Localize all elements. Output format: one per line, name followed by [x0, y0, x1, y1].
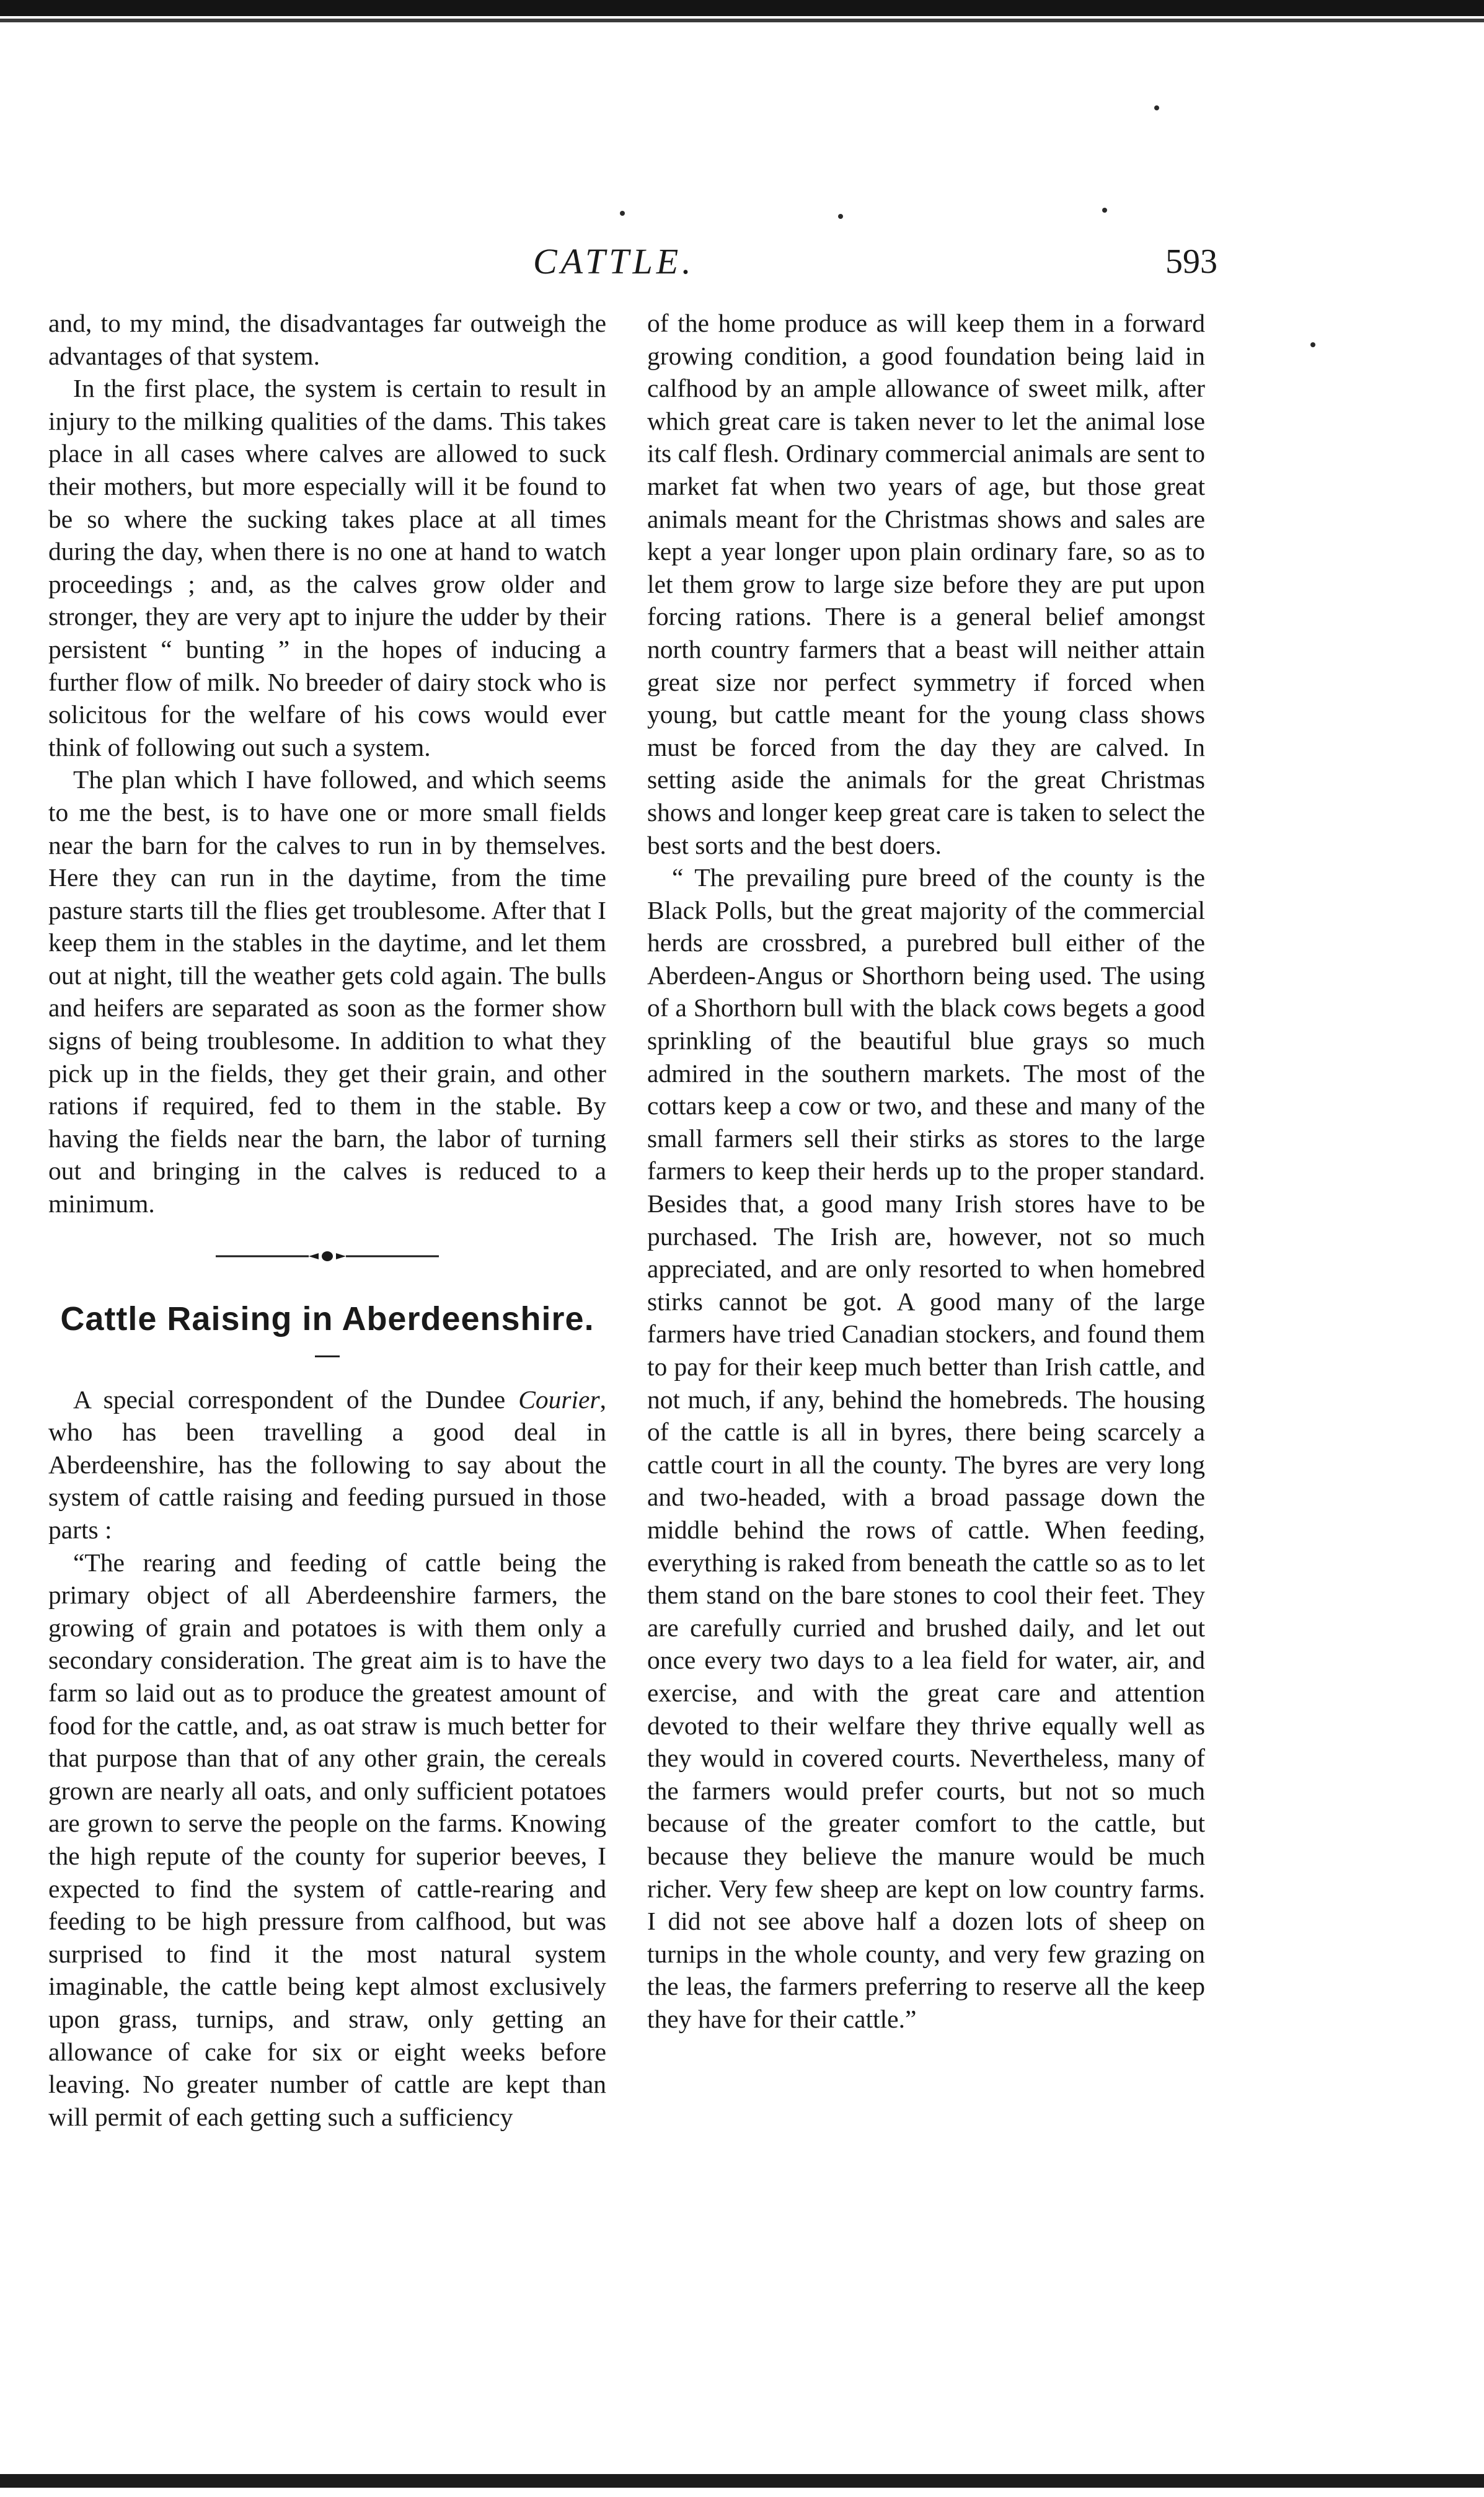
print-speck — [1102, 208, 1107, 213]
running-head — [0, 241, 1484, 290]
right-column — [647, 307, 1205, 2035]
heading-underline-rule — [315, 1355, 340, 1357]
print-speck — [1310, 342, 1315, 347]
print-speck — [838, 214, 843, 219]
bottom-border-rule — [0, 2474, 1484, 2488]
section-heading: Cattle Raising in Aberdeenshire. — [60, 1300, 594, 1337]
intro-text-continued: , who has been travelling a good deal in Aberdeenshire, has the following to say about the system of cattle raising and feeding pursued in those parts : — [48, 1385, 606, 1544]
intro-paragraph — [48, 1383, 606, 1546]
body-paragraph: and, to my mind, the disadvantages far outweigh the advantages of that system. — [48, 309, 606, 370]
left-column — [48, 307, 606, 2133]
page-number: 593 — [1165, 242, 1217, 281]
body-paragraph: The plan which I have followed, and which seems to me the best, is to have one or more small fields near the barn for the calves to run in by themselves. Here they can run in the daytime, from the time pasture starts till the flies get troublesome. After that I keep them in the stables in the daytime, and let them out at night, till the weather gets cold again. The bulls and heifers are separated as soon as the former show signs of being troublesome. In addition to what they pick up in the fields, they get their grain, and other rations if required, fed to them in the stable. By having the fields near the barn, the labor of turning out and bringing in the calves is reduced to a minimum. — [48, 765, 606, 1218]
body-paragraph: of the home produce as will keep them in a forward growing condition, a good foundation being laid in calfhood by an ample allowance of sweet milk, after which great care is taken never to let the animal lose its calf flesh. Ordinary commercial animals are sent to market fat when two years of age, but those great animals meant for the Christmas shows and sales are kept a year longer upon plain ordinary fare, so as to let them grow to large size before they are put upon forcing rations. There is a general belief amongst north country farmers that a beast will neither attain great size nor perfect symmetry if forced when young, but cattle meant for the young class shows must be forced from the day they are calved. In setting aside the animals for the great Christmas shows and longer keep great care is taken to select the best sorts and the best doers. — [647, 309, 1205, 859]
print-speck — [1154, 105, 1159, 110]
quote-paragraph: “ The prevailing pure breed of the county is the Black Polls, but the great majority of the commercial herds are crossbred, a purebred bull either of the Aberdeen-Angus or Shorthorn being used. The using of a Shorthorn bull with the black cows begets a good sprinkling of the beautiful blue grays so much admired in the southern markets. The most of the cottars keep a cow or two, and these and many of the small farmers sell their stirks as stores to the large farmers to keep their herds up to the proper standard. Besides that, a good many Irish stores have to be purchased. The Irish are, however, not so much appreciated, and are only resorted to when homebred stirks cannot be got. A good many of the large farmers have tried Canadian stockers, and found them to pay for their keep much better than Irish cattle, and not much, if any, behind the homebreds. The housing of the cattle is all in byres, there being scarcely a cattle court in all the county. The byres are very long and two-headed, with a broad passage down the middle behind the rows of cattle. When feeding, everything is raked from beneath the cattle so as to let them stand on the bare stones to cool their feet. They are carefully curried and brushed daily, and let out once every two days to a lea field for water, air, and exercise, and with the great care and attention devoted to their welfare they thrive equally well as they would in covered courts. Nevertheless, many of the farmers would prefer courts, but not so much because of the greater comfort to the cattle, but because they believe the manure would be much richer. Very few sheep are kept on low country farms. I did not see above half a dozen lots of sheep on turnips in the whole county, and very few grazing on the leas, the farmers preferring to reserve all the keep they have for their cattle.” — [647, 863, 1205, 2033]
quote-paragraph: “The rearing and feeding of cattle being the primary object of all Aberdeenshire farmers, the growing of grain and potatoes is with them only a secondary consideration. The great aim is to have the farm so laid out as to produce the greatest amount of food for the cattle, and, as oat straw is much better for that purpose than that of any other grain, the cereals grown are nearly all oats, and only sufficient potatoes are grown to serve the people on the farms. Knowing the high repute of the county for superior beeves, I expected to find the system of cattle-rearing and feeding to be high pressure from calfhood, but was surprised to find it the most natural system imaginable, the cattle being kept almost exclusively upon grass, turnips, and straw, only getting an allowance of cake for six or eight weeks before leaving. No greater number of cattle are kept than will permit of each getting such a sufficiency — [48, 1548, 606, 2131]
section-divider-ornament — [216, 1250, 439, 1262]
running-title: CATTLE. — [533, 241, 695, 282]
body-paragraph: In the first place, the system is certain to result in injury to the milking qualities of the dams. This takes place in all cases where calves are allowed to suck their mothers, but more especially will it be found to be so where the sucking takes place at all times during the day, when there is no one at hand to watch proceedings ; and, as the calves grow older and stronger, they are very apt to injure the udder by their persistent “ bunting ” in the hopes of inducing a further flow of milk. No breeder of dairy stock who is solicitous for the welfare of his cows would ever think of following out such a system. — [48, 374, 606, 761]
newspaper-name: Courier — [518, 1385, 600, 1414]
intro-text: A special correspondent of the Dundee — [73, 1385, 519, 1414]
top-border-thin-rule — [0, 19, 1484, 22]
top-border-rule — [0, 0, 1484, 16]
print-speck — [620, 211, 625, 216]
